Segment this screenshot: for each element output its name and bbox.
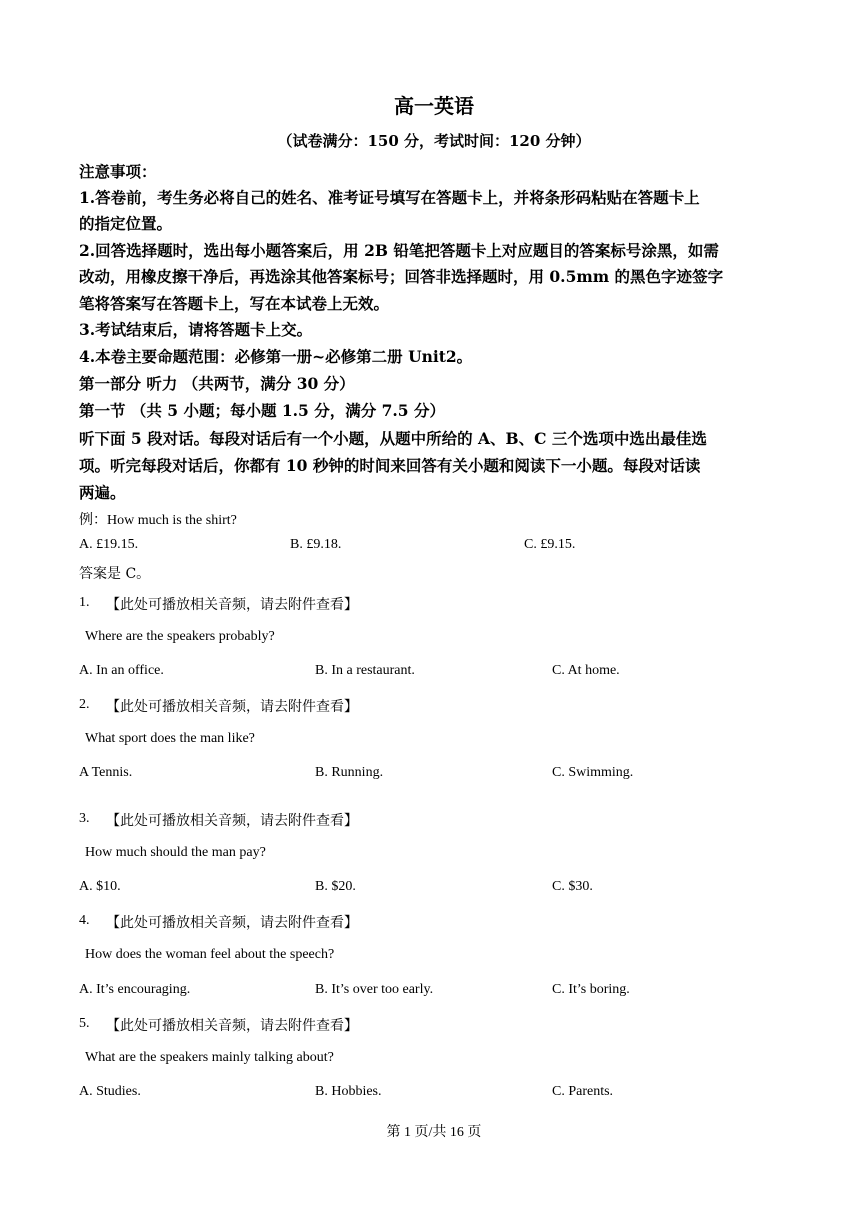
option-a: A. $10. [79, 879, 121, 894]
directions-line: 项。听完每段对话后，你都有 10 秒钟的时间来回答有关小题和阅读下一小题。每段对话读 [79, 456, 701, 475]
audio-note: 【此处可播放相关音频，请去附件查看】 [106, 699, 358, 715]
option-b: B. It’s over too early. [315, 982, 434, 997]
question-number: 2. [79, 697, 90, 712]
question-number: 3. [79, 811, 90, 826]
example-option-b: B. £9.18. [290, 537, 342, 552]
audio-note: 【此处可播放相关音频，请去附件查看】 [106, 1018, 358, 1034]
option-a: A. In an office. [79, 663, 164, 678]
question-text: What are the speakers mainly talking about? [85, 1050, 334, 1065]
option-a: A Tennis. [79, 765, 133, 780]
example-option-a: A. £19.15. [79, 537, 139, 552]
question-number: 4. [79, 913, 90, 928]
instruction-line: 1.答卷前，考生务必将自己的姓名、准考证号填写在答题卡上，并将条形码粘贴在答题卡上 [79, 188, 700, 207]
question-text: How does the woman feel about the speech? [85, 947, 335, 962]
option-a: A. Studies. [79, 1084, 141, 1099]
option-c: C. It’s boring. [552, 982, 630, 997]
option-c: C. Swimming. [552, 765, 634, 780]
page-footer: 第 1 页/共 16 页 [386, 1125, 482, 1140]
instruction-line: 笔将答案写在答题卡上，写在本试卷上无效。 [79, 294, 390, 313]
question-text: How much should the man pay? [85, 845, 266, 860]
audio-note: 【此处可播放相关音频，请去附件查看】 [106, 915, 358, 931]
question-number: 5. [79, 1016, 90, 1031]
directions-line: 听下面 5 段对话。每段对话后有一个小题，从题中所给的 A、B、C 三个选项中选出最佳选 [79, 429, 707, 448]
directions-line: 两遍。 [79, 483, 126, 502]
page-title: 高一英语 [394, 94, 474, 118]
example-question: 例：How much is the shirt? [79, 513, 237, 528]
option-b: B. $20. [315, 879, 356, 894]
option-c: C. Parents. [552, 1084, 614, 1099]
section-heading: 第一节 （共 5 小题；每小题 1.5 分，满分 7.5 分） [79, 401, 445, 420]
instruction-line: 改动，用橡皮擦干净后，再选涂其他答案标号；回答非选择题时，用 0.5mm 的黑色字迹签字 [79, 267, 724, 286]
option-a: A. It’s encouraging. [79, 982, 191, 997]
audio-note: 【此处可播放相关音频，请去附件查看】 [106, 813, 358, 829]
option-c: C. $30. [552, 879, 593, 894]
exam-subtitle: （试卷满分：150 分，考试时间：120 分钟） [277, 132, 591, 150]
option-b: B. In a restaurant. [315, 663, 415, 678]
audio-note: 【此处可播放相关音频，请去附件查看】 [106, 597, 358, 613]
part-heading: 第一部分 听力 （共两节，满分 30 分） [79, 374, 355, 393]
option-b: B. Hobbies. [315, 1084, 382, 1099]
instruction-line: 2.回答选择题时，选出每小题答案后，用 2B 铅笔把答题卡上对应题目的答案标号涂黑，如需 [79, 241, 719, 260]
instruction-line: 4.本卷主要命题范围：必修第一册~必修第二册 Unit2。 [79, 347, 473, 366]
notes-heading: 注意事项： [79, 162, 157, 181]
instruction-line: 3.考试结束后，请将答题卡上交。 [79, 320, 313, 339]
example-answer: 答案是 C。 [79, 566, 151, 582]
question-number: 1. [79, 595, 90, 610]
option-c: C. At home. [552, 663, 620, 678]
question-text: Where are the speakers probably? [85, 629, 275, 644]
instruction-line: 的指定位置。 [79, 214, 173, 233]
example-option-c: C. £9.15. [524, 537, 576, 552]
option-b: B. Running. [315, 765, 384, 780]
question-text: What sport does the man like? [85, 731, 255, 746]
